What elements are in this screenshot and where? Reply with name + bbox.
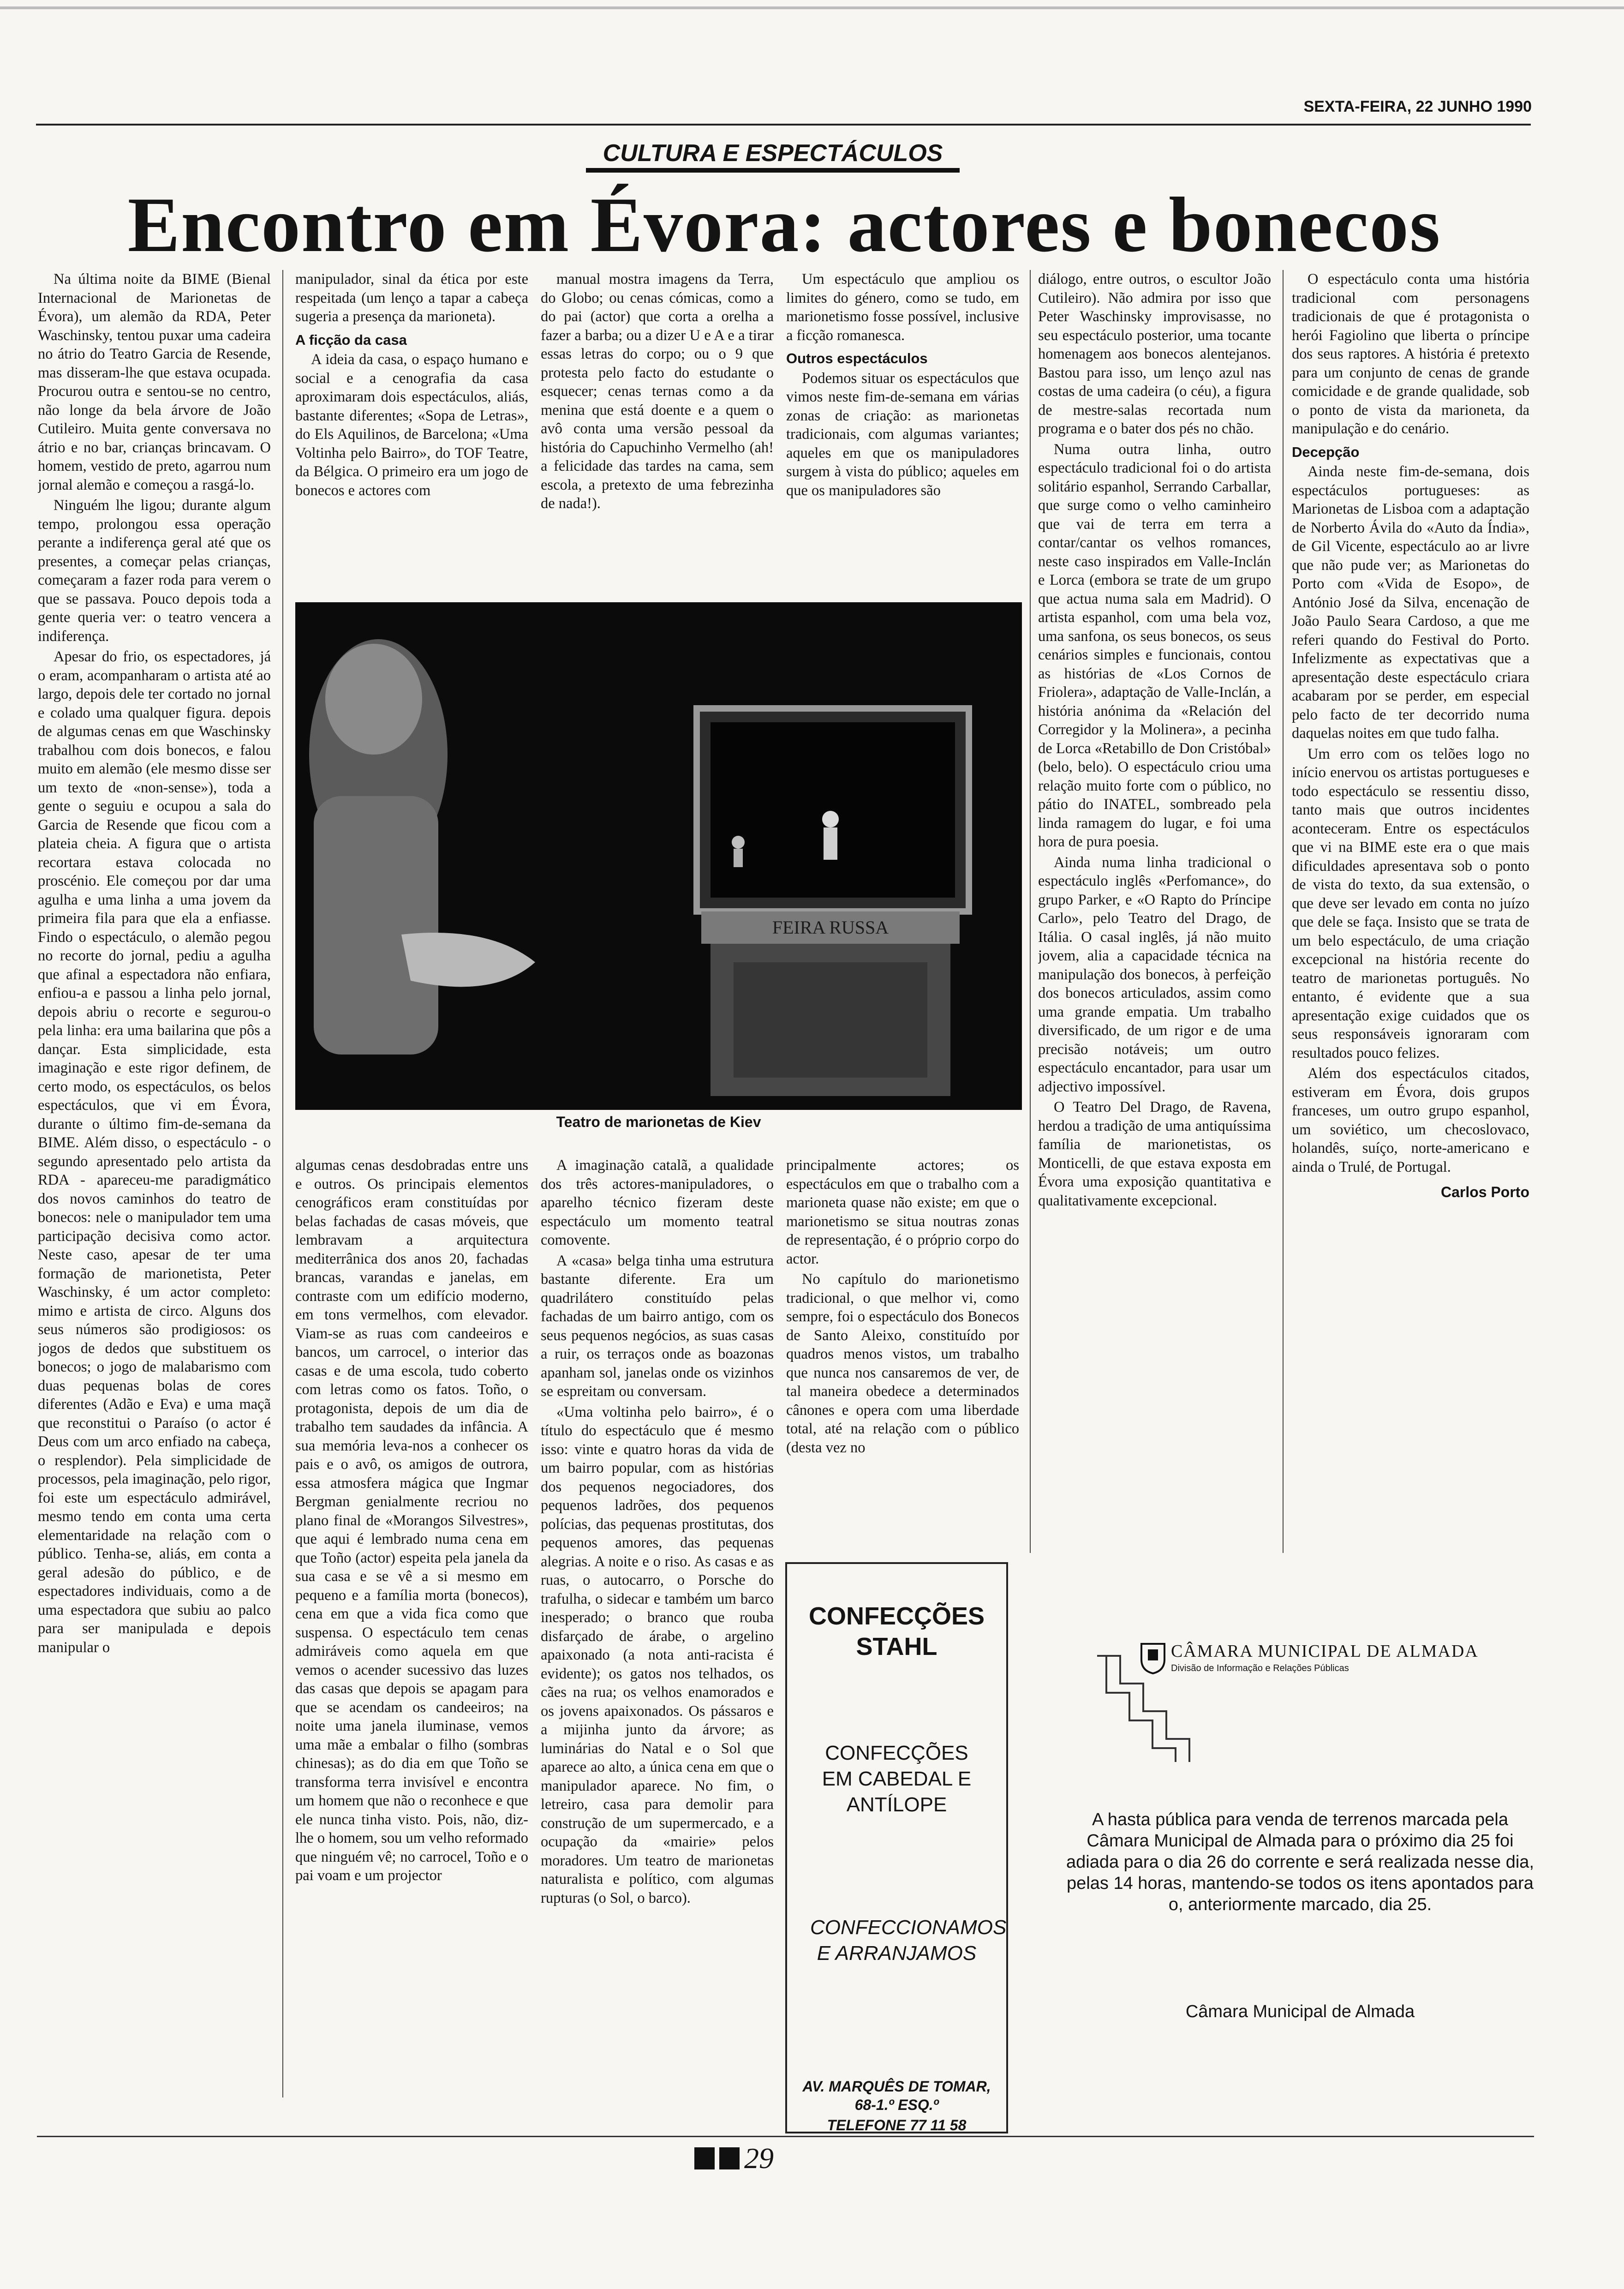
ad-stahl-phone: TELEFONE 77 11 58	[827, 2117, 967, 2133]
paragraph: Um espectáculo que ampliou os limites do género, como se tudo, em marionetismo fosse possível, inclusive a ficção romanesca.	[786, 271, 1019, 344]
ad-almada-dept: Divisão de Informação e Relações Públicas	[1171, 1663, 1349, 1673]
paragraph: A «casa» belga tinha uma estrutura bastante diferente. Era um quadrilátero constituído pelas fachadas de um bairro antigo, com os seus pequenos negócios, as suas casas a ruir, os terraços onde as boazonas apanham sol, janelas onde os vizinhos se espreitam ou conversam.	[541, 1252, 774, 1400]
article-column-1	[38, 270, 271, 2097]
paragraph: manual mostra imagens da Terra, do Globo; ou cenas cómicas, como a do pai (actor) que corta a orelha a fazer a barba; ou a dizer U e A e a tirar essas letras do corpo; ou o 9 que protesta pelo facto do estudante o esquecer; cenas ternas como a da menina que está doente e a quem o avô conta uma versão pessoal da história do Capuchinho Vermelho (ah! a felicidade das tardes na cama, sem escola, a pretexto de uma febrezinha de nada!).	[541, 271, 774, 512]
photo-marionettes	[295, 602, 1022, 1110]
subheading: Decepção	[1292, 443, 1360, 460]
paragraph: Além dos espectáculos citados, estiveram em Évora, dois grupos franceses, um outro grupo espanhol, um soviético, um checoslovaco, holandês, suíço, norte-americano e ainda o Trulé, de Portugal.	[1292, 1065, 1529, 1175]
dateline: SEXTA-FEIRA, 22 JUNHO 1990	[1303, 98, 1532, 115]
headline: Encontro em Évora: actores e bonecos	[127, 181, 1441, 268]
photo-caption: Teatro de marionetas de Kiev	[556, 1114, 761, 1130]
ad-camara-almada	[1065, 1596, 1535, 2080]
paragraph: O Teatro Del Drago, de Ravena, herdou a tradição de uma antiquíssima família de marionetistas, os Monticelli, de que estava exposta em Évora uma exposição quantitativa e qualitativamente excepcional.	[1038, 1099, 1271, 1209]
paragraph: A ideia da casa, o espaço humano e social e a cenografia da casa aproximaram dois espectáculos, aliás, bastante diferentes; «Sopa de Letras», do Els Aquilinos, de Barcelona; «Uma Voltinha pelo Bairro», do TOF Teatre, da Bélgica. O primeiro era um jogo de bonecos e actores com	[295, 351, 528, 499]
article-column-3-bottom	[541, 1156, 774, 2097]
paragraph: Na última noite da BIME (Bienal Internacional de Marionetas de Évora), um alemão da RDA, Peter Waschinsky, tentou puxar uma cadeira no átrio do Teatro Garcia de Resende, mas disseram-lhe que estava ocupada. Procurou outra e sentou-se no centro, não longe da bela árvore de João Cutileiro. Muita gente conversava no átrio e no bar, crianças brincavam. O homem, vestido de preto, agarrou num jornal alemão e começou a rasgá-lo.	[38, 271, 271, 493]
ad-stahl-title: CONFECÇÕES STAHL	[808, 1602, 985, 1660]
column-divider	[1030, 270, 1031, 1553]
paragraph: manipulador, sinal da ética por este respeitada (um lenço a tapar a cabeça sugeria a presença da marioneta).	[295, 271, 528, 325]
paragraph: principalmente actores; os espectáculos em que o trabalho com a marioneta quase não existe; em que o marionetismo se situa noutras zonas de representação, é o próprio corpo do actor.	[786, 1157, 1019, 1267]
ad-stahl-line2: CONFECCIONAMOS E ARRANJAMOS	[810, 1916, 1007, 1965]
header-rule	[36, 124, 1531, 126]
top-border	[0, 6, 1624, 9]
paragraph: Ainda numa linha tradicional o espectáculo inglês «Perfomance», do grupo Parker, e «O Rapto do Príncipe Carlo», pelo Teatro del Drago, de Itália. O casal inglês, já não muito jovem, alia a capacidade técnica na manipulação dos bonecos, à perfeição dos bonecos articulados, assim como uma grande empatia. Um trabalho diversificado, de um rigor e de uma precisão notáveis; um outro espectáculo encantador, para usar um adjectivo impossível.	[1038, 854, 1271, 1095]
paragraph: A imaginação catalã, a qualidade dos três actores-manipuladores, o aparelho técnico fizeram deste espectáculo um momento teatral comovente.	[541, 1157, 774, 1248]
stage-sign-text: FEIRA RUSSA	[772, 917, 889, 938]
footer-rule	[37, 2136, 1534, 2137]
newspaper-logo-icon	[719, 2147, 740, 2169]
subheading: A ficção da casa	[295, 331, 407, 348]
article-column-6	[1292, 270, 1529, 1553]
paragraph: No capítulo do marionetismo tradicional, o que melhor vi, como sempre, foi o espectáculo dos Bonecos de Santo Aleixo, constituído por quadros menos vistos, um trabalho que nunca nos cansaremos de ver, de tal maneira obedece a determinados cânones e opera com uma liberdade total, até na relação com o público (desta vez no	[786, 1271, 1019, 1456]
article-column-3-top	[541, 270, 774, 593]
ad-stahl-address: AV. MARQUÊS DE TOMAR, 68-1.º ESQ.º	[802, 2078, 991, 2113]
author-signature: Carlos Porto	[1440, 1184, 1529, 1200]
paragraph: Podemos situar os espectáculos que vimos neste fim-de-semana em várias zonas de criação: as marionetas tradicionais, com algumas variantes; aqueles em que os manipuladores surgem à vista do público; aqueles em que os manipuladores são	[786, 370, 1019, 499]
paragraph: Ainda neste fim-de-semana, dois espectáculos portugueses: as Marionetas de Lisboa com a adaptação de Norberto Ávila do «Auto da Índia», de Gil Vicente, espectáculo ao ar livre que não pude ver; as Marionetas do Porto com «Vida de Esopo», de António José da Silva, encenação de João Paulo Seara Cardoso, a que me referi quando do Festival do Porto. Infelizmente as expectativas que a apresentação deste espectáculo criara acabaram por se perder, em especial pelo facto de ter decorrido numa daquelas noites em que tudo falha.	[1292, 463, 1529, 742]
paragraph: O espectáculo conta uma história tradicional com personagens tradicionais de que é protagonista o herói Fagiolino que liberta o príncipe dos seus raptores. A história é pretexto para um conjunto de cenas de grande comicidade e de grande qualidade, sob o ponto de vista da marioneta, da manipulação e do cenário.	[1292, 271, 1529, 437]
ad-almada-signature: Câmara Municipal de Almada	[1185, 2002, 1415, 2021]
article-column-4-bottom	[786, 1156, 1019, 1534]
paragraph: diálogo, entre outros, o escultor João Cutileiro). Não admira por isso que Peter Waschinsky improvisasse, no seu espectáculo posterior, uma tocante homenagem aos bonecos alentejanos. Bastou para isso, um lenço azul nas costas de uma cadeira (o céu), a figura de mestre-salas recortada num programa e o bater dos pés no chão.	[1038, 271, 1271, 437]
article-column-4-top	[786, 270, 1019, 593]
paragraph: Numa outra linha, outro espectáculo tradicional foi o do artista solitário espanhol, Serrando Carballar, que surge como o velho caminheiro que vai de terra em terra a contar/cantar os velhos romances, neste caso inspirados em Valle-Inclán e Lorca (embora se trate de um grupo que actua numa sala em Madrid). O artista espanhol, com uma bela voz, uma sanfona, os seus bonecos, os seus cenários simples e funcionais, contou as histórias de «Los Cornos de Friolera», adaptação de Valle-Inclán, a história anónima da «Relación del Corregidor y la Molinera», a pecinha de Lorca «Retabillo de Don Cristóbal» (belo, belo). O espectáculo criou uma relação muito forte com o público, no pátio do INATEL, sombreado pela linda ramagem do lugar, e foi uma hora de pura poesia.	[1038, 441, 1271, 850]
paragraph: Um erro com os telões logo no início enervou os artistas portugueses e todo espectáculo se ressentiu disso, tanto mais que outros incidentes aconteceram. Entre os espectáculos que vi na BIME este era o que mais dificuldades apresentava sob o ponto de vista do texto, da sua extensão, o que deve ser levado em conta no juízo que dele se faça. Insisto que se trata de um belo espectáculo, de uma criação excepcional na história recente do teatro de marionetas português. No entanto, é evidente que a sua apresentação exige cuidados que os seus responsáveis ignoraram com resultados pouco felizes.	[1292, 745, 1529, 1061]
article-column-5	[1038, 270, 1271, 1553]
ad-almada-body: A hasta pública para venda de terrenos marcada pela Câmara Municipal de Almada para o próximo dia 25 foi adiada para o dia 26 do corrente e será realizada nesse dia, pelas 14 horas, mantendo-se todos os itens apontados para o, anteriormente marcado, dia 25.	[1066, 1810, 1534, 1914]
column-divider	[1283, 270, 1284, 1553]
ad-almada-org: CÂMARA MUNICIPAL DE ALMADA	[1171, 1642, 1479, 1661]
ad-stahl-line1: CONFECÇÕES EM CABEDAL E ANTÍLOPE	[822, 1742, 972, 1816]
page-number: 29	[744, 2142, 774, 2175]
paragraph: «Uma voltinha pelo bairro», é o título do espectáculo que é mesmo isso: vinte e quatro horas da vida de um bairro popular, com as histórias dos pequenos negociadores, dos pequenos ladrões, dos pequenos polícias, das pequenas prostitutas, dos pequenos amores, das pequenas alegrias. A noite e o riso. As casas e as ruas, o autocarro, o Porsche do trafulha, o sidecar e também um barco inesperado; o branco que rouba disfarçado de árabe, o argelino apaixonado (a nota anti-racista é evidente); os gatos nos telhados, os cães na rua; os velhos enamorados e os jovens apaixonados. Os pássaros e a mijinha junto da árvore; as luminárias do Natal e o Sol que aparece ao alto, a única cena em que o manipulador aparece. No fim, o letreiro, casa para demolir para construção de um supermercado, e a ocupação da «mairie» pelos moradores. Um teatro de marionetas naturalista e político, com algumas rupturas (o Sol, o barco).	[541, 1403, 774, 1906]
section-title: CULTURA E ESPECTÁCULOS	[586, 138, 960, 173]
newspaper-logo-icon	[694, 2147, 715, 2169]
page-footer	[694, 2141, 842, 2175]
marionette-stage-image	[295, 602, 1022, 1110]
article-column-2-bottom	[295, 1156, 528, 2097]
paragraph: Ninguém lhe ligou; durante algum tempo, prolongou essa operação perante a indiferença geral até que os presentes, a começar pelas crianças, começaram a fazer roda para verem o que se passava. Pouco depois toda a gente queria ver: o teatro vencera a indiferença.	[38, 497, 271, 645]
subheading: Outros espectáculos	[786, 350, 928, 366]
municipal-crest-icon	[1139, 1641, 1167, 1674]
article-column-2-top	[295, 270, 528, 593]
column-divider	[282, 270, 283, 2097]
paragraph: Apesar do frio, os espectadores, já o eram, acompanharam o artista até ao largo, depois dele ter cortado no jornal e colado uma qualquer figura. depois de algumas cenas em que Waschinsky trabalhou com dois bonecos, e falou muito em alemão (ele mesmo disse ser um texto de «non-sense»), toda a gente o seguiu e ocupou a sala do Garcia de Resende que ficou com a plateia cheia. A figura que o artista recortara estava colocada no proscénio. Ele começou por dar uma agulha e uma linha a uma jovem da primeira fila para que ela a enfiasse. Findo o espectáculo, o alemão pegou no recorte do jornal, pediu a agulha que afinal a espectadora não enfiara, enfiou-a e passou a linha pelo jornal, depois abriu o recorte e segurou-o pela linha: era uma bailarina que pôs a dançar. Esta simplicidade, esta imaginação e este rigor definem, de certo modo, os espectáculos, os belos espectáculos, que vi em Évora, durante o último fim-de-semana da BIME. Além disso, o espectáculo - o segundo apresentado pelo artista da RDA - apareceu-me paradigmático dos novos caminhos do teatro de bonecos: nele o manipulador tem uma participação decisiva como actor. Neste caso, apesar de ter uma formação de marionetista, Peter Waschinsky, é um actor completo: mimo e artista de circo. Alguns dos seus números são prodigiosos: os jogos de dedos que substituem os bonecos; o jogo de malabarismo com duas pequenas bolas de cores diferentes (Adão e Eva) e uma maçã que reconstitui o Paraíso (o actor é Deus com um arco enfiado na cabeça, o resplendor). Pela simplicidade de processos, pela imaginação, pelo rigor, foi este um espectáculo admirável, mesmo tendo em conta uma certa elementaridade na relação com o público. Tenha-se, aliás, em conta a geral adesão do público, e de espectadores individuais, como a de uma espectadora que subiu ao palco para ser manipulada e depois manipular o	[38, 648, 271, 1656]
ad-confeccoes-stahl	[785, 1562, 1008, 2133]
paragraph: algumas cenas desdobradas entre uns e outros. Os principais elementos cenográficos eram constituídas por belas fachadas de casas móveis, que lembravam a arquitectura mediterrânica dos anos 20, fachadas brancas, varandas e janelas, em contraste com um edifício moderno, em tons vermelhos, com elevador. Viam-se as ruas com candeeiros e bancos, um carrocel, o interior das casas e de uma escola, tudo coberto com letras como os fatos. Toño, o protagonista, depois de um dia de trabalho tem saudades da infância. A sua memória leva-nos a conhecer os pais e o avô, os amigos de outrora, essa atmosfera mágica que Ingmar Bergman genialmente recriou no plano final de «Morangos Silvestres», que aqui é lembrado numa cena em que Toño (actor) espeita pela janela da sua casa e se vê a si mesmo em pequeno e a família morta (bonecos), cena em que a vida fica como que suspensa. O espectáculo tem cenas admiráveis como aquela em que vemos o acender sucessivo das luzes das casas que depois se apagam para que se acendam os candeeiros; na noite uma janela iluminase, vemos uma mãe a embalar o filho (sombras chinesas); as do dia em que Toño se transforma terra invisível e encontra um homem que não o reconhece e que ele nunca tinha visto. Pois, não, diz-lhe o homem, sou um velho reformado que ninguém vê; no carrocel, Toño e o pai voam e um projector	[295, 1157, 528, 1884]
